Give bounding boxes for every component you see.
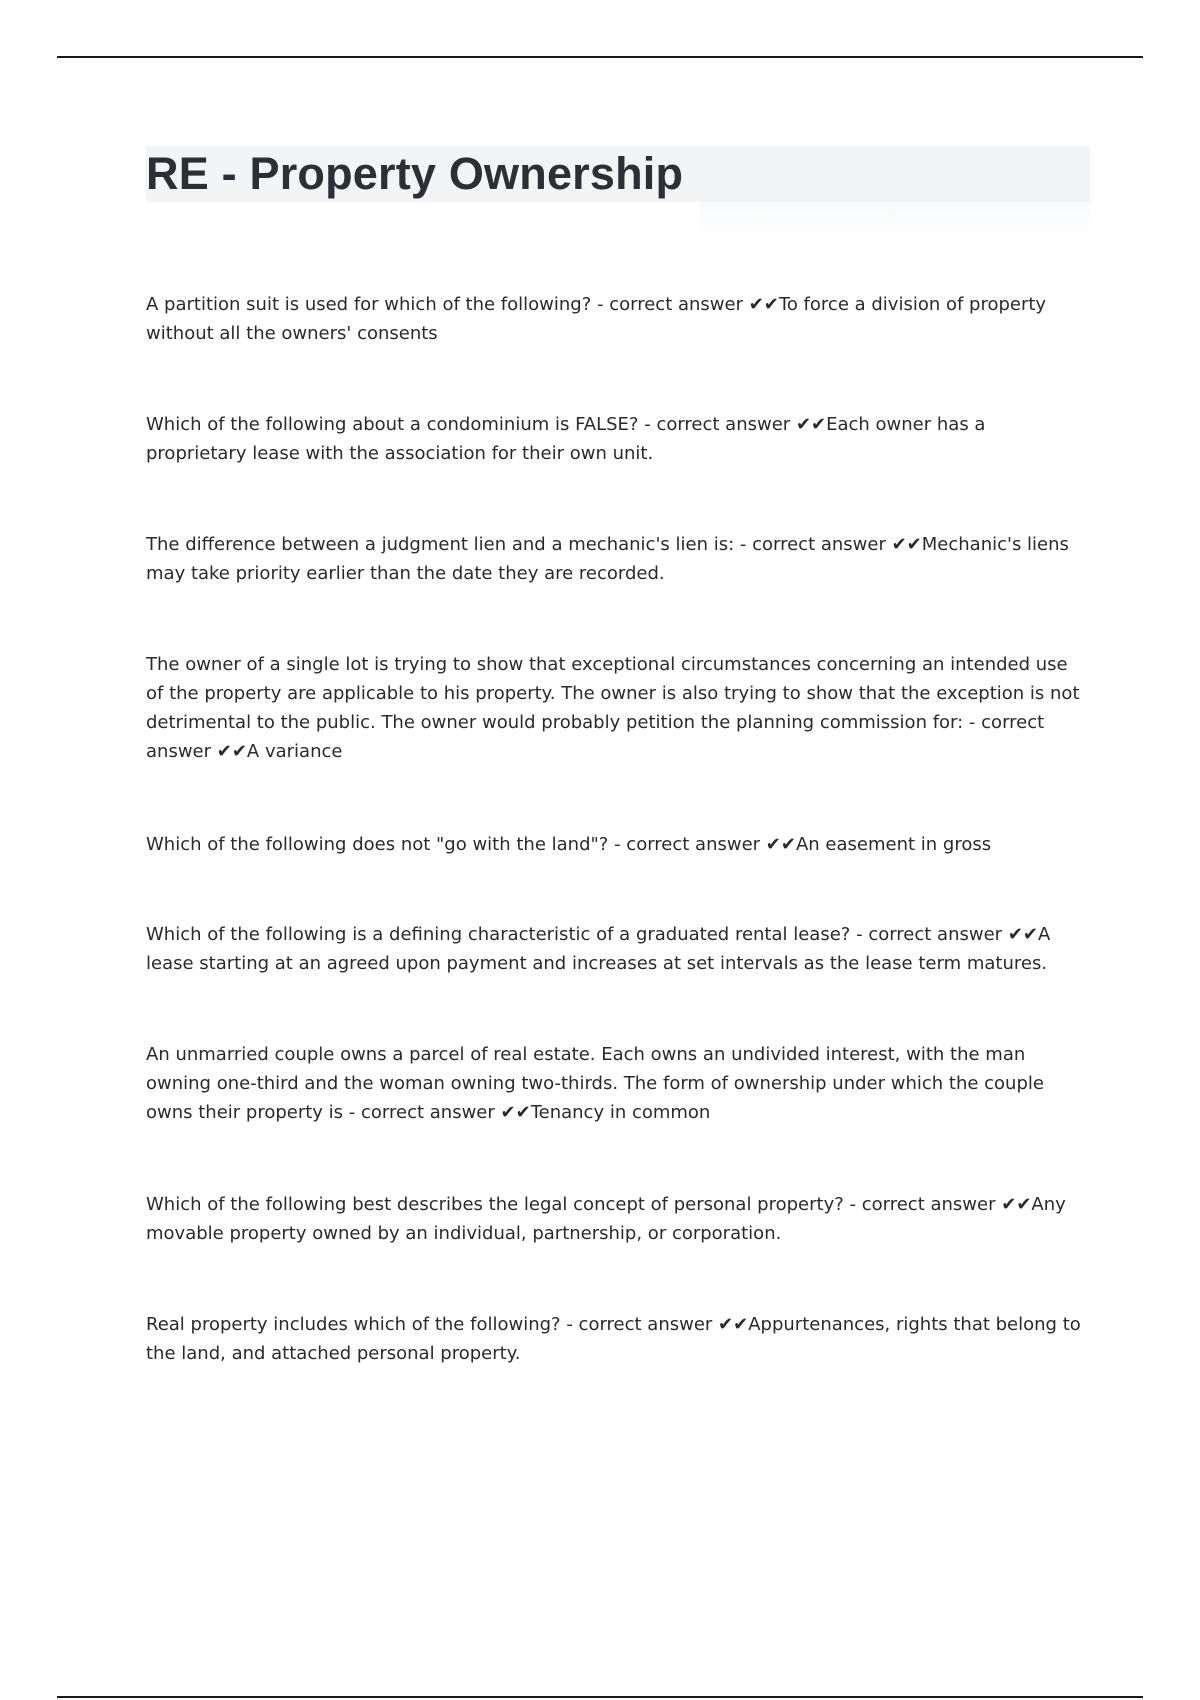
check-icon: ✔✔ xyxy=(795,414,827,435)
question-text: An unmarried couple owns a parcel of real estate. Each owns an undivided interest, with the man owning one-third and the woman owning two-thirds. The form of ownership under which the couple owns their property is xyxy=(146,1044,1044,1123)
answer-marker: correct answer xyxy=(752,534,886,555)
check-icon: ✔✔ xyxy=(891,534,922,555)
page-title: RE - Property Ownership xyxy=(146,148,684,199)
answer-marker: correct answer xyxy=(578,1314,713,1335)
qa-item: Which of the following does not "go with the land"? - correct answer ✔✔An easement in gross xyxy=(146,834,992,855)
question-text: The owner of a single lot is trying to show that exceptional circumstances concerning an intended use of the property are applicable to his property. The owner is also trying to show that the exception is not detrimental to the public. The owner would probably petition the planning commission for: xyxy=(146,654,1080,733)
check-icon: ✔✔ xyxy=(765,834,796,855)
qa-item: Which of the following is a defining characteristic of a graduated rental lease? - correct answer ✔✔A lease starting at an agreed upon payment and increases at set intervals as the lease term matures. xyxy=(146,924,1051,974)
question-text: Which of the following about a condominium is FALSE? xyxy=(146,414,639,435)
check-icon: ✔✔ xyxy=(748,294,779,315)
check-icon: ✔✔ xyxy=(500,1102,531,1123)
answer-text: Appurtenances, rights that belong to the land, and attached personal property. xyxy=(146,1314,1081,1364)
answer-text: An easement in gross xyxy=(795,834,992,855)
qa-item: The difference between a judgment lien and a mechanic's lien is: - correct answer ✔✔Mechanic's liens may take priority earlier than the date they are recorded. xyxy=(146,534,1069,584)
answer-text: A lease starting at an agreed upon payment and increases at set intervals as the lease term matures. xyxy=(146,924,1051,974)
question-text: Which of the following is a defining characteristic of a graduated rental lease? xyxy=(146,924,851,945)
question-text: Which of the following best describes the legal concept of personal property? xyxy=(146,1194,844,1215)
bottom-rule xyxy=(57,1696,1143,1698)
qa-item: An unmarried couple owns a parcel of real estate. Each owns an undivided interest, with the man owning one-third and the woman owning two-thirds. The form of ownership under which the couple owns their property is - correct answer ✔✔Tenancy in common xyxy=(146,1044,1044,1123)
question-text: Which of the following does not "go with the land"? xyxy=(146,834,609,855)
question-text: Real property includes which of the following? xyxy=(146,1314,561,1335)
check-icon: ✔✔ xyxy=(216,741,247,762)
question-text: The difference between a judgment lien and a mechanic's lien is: xyxy=(146,534,735,555)
qa-item: Real property includes which of the following? - correct answer ✔✔Appurtenances, rights that belong to the land, and attached personal property. xyxy=(146,1314,1081,1364)
qa-item: Which of the following about a condominium is FALSE? - correct answer ✔✔Each owner has a proprietary lease with the association for their own unit. xyxy=(146,414,986,464)
answer-marker: correct answer xyxy=(656,414,791,435)
answer-marker: correct answer xyxy=(626,834,761,855)
qa-item: A partition suit is used for which of the following? - correct answer ✔✔To force a division of property without all the owners' consents xyxy=(146,294,1047,344)
check-icon: ✔✔ xyxy=(1007,924,1038,945)
answer-text: A variance xyxy=(246,741,343,762)
answer-marker: correct answer xyxy=(146,712,1045,762)
answer-marker: correct answer xyxy=(868,924,1003,945)
answer-text: Each owner has a proprietary lease with the association for their own unit. xyxy=(146,414,986,464)
answer-marker: correct answer xyxy=(361,1102,495,1123)
answer-text: Tenancy in common xyxy=(530,1102,711,1123)
check-icon: ✔✔ xyxy=(718,1314,749,1335)
answer-marker: correct answer xyxy=(609,294,743,315)
answer-text: Any movable property owned by an individual, partnership, or corporation. xyxy=(146,1194,1066,1244)
check-icon: ✔✔ xyxy=(1001,1194,1032,1215)
qa-item: Which of the following best describes the legal concept of personal property? - correct answer ✔✔Any movable property owned by an individual, partnership, or corporation. xyxy=(146,1194,1066,1244)
answer-text: Mechanic's liens may take priority earlier than the date they are recorded. xyxy=(146,534,1069,584)
answer-text: To force a division of property without all the owners' consents xyxy=(146,294,1047,344)
question-text: A partition suit is used for which of the following? xyxy=(146,294,592,315)
top-rule xyxy=(57,56,1143,58)
title-band-shadow xyxy=(700,202,1090,238)
qa-item: The owner of a single lot is trying to show that exceptional circumstances concerning an intended use of the property are applicable to his property. The owner is also trying to show that the exception is not detrimental to the public. The owner would probably petition the planning commission for: - correct answer ✔✔A variance xyxy=(146,654,1080,762)
answer-marker: correct answer xyxy=(861,1194,996,1215)
